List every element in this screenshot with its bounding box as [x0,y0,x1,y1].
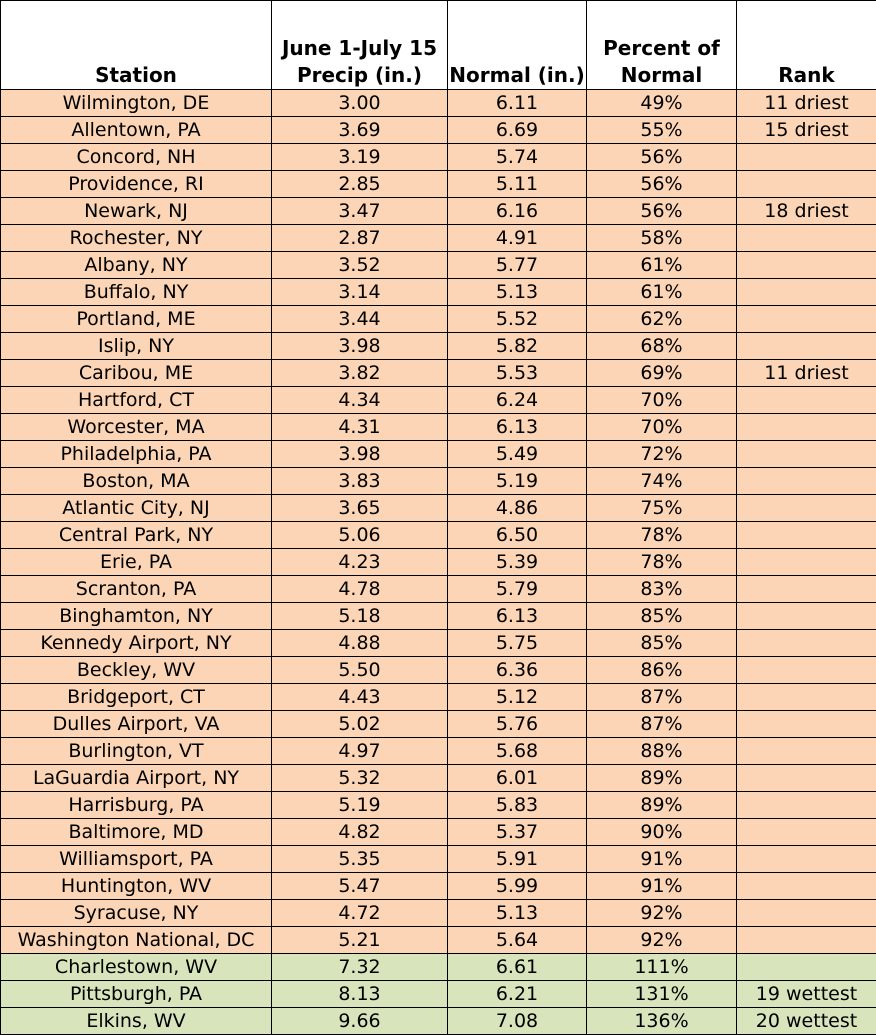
table-row [1,1008,876,1035]
table-row [1,603,876,630]
cell-precip: 5.19 [272,792,448,819]
cell-normal: 5.13 [448,279,587,306]
cell-precip: 3.65 [272,495,448,522]
cell-normal: 4.86 [448,495,587,522]
cell-rank: 18 driest [737,198,876,225]
cell-percent: 49% [587,90,737,117]
cell-precip: 4.82 [272,819,448,846]
cell-precip: 4.43 [272,684,448,711]
cell-normal: 5.74 [448,144,587,171]
cell-station: Buffalo, NY [1,279,272,306]
cell-station: Charlestown, WV [1,954,272,981]
cell-precip: 3.00 [272,90,448,117]
cell-rank [737,873,876,900]
cell-station: Pittsburgh, PA [1,981,272,1008]
table-row [1,792,876,819]
cell-precip: 4.23 [272,549,448,576]
table-row [1,225,876,252]
cell-normal: 5.39 [448,549,587,576]
cell-normal: 6.36 [448,657,587,684]
header-rank [737,1,876,90]
cell-station: Albany, NY [1,252,272,279]
cell-station: Beckley, WV [1,657,272,684]
cell-station: Binghamton, NY [1,603,272,630]
cell-normal: 4.91 [448,225,587,252]
cell-normal: 5.12 [448,684,587,711]
table-row [1,360,876,387]
cell-normal: 6.13 [448,603,587,630]
cell-normal: 6.11 [448,90,587,117]
cell-precip: 4.31 [272,414,448,441]
cell-station: Philadelphia, PA [1,441,272,468]
cell-station: Portland, ME [1,306,272,333]
cell-normal: 5.77 [448,252,587,279]
table-row [1,468,876,495]
cell-percent: 90% [587,819,737,846]
cell-rank [737,684,876,711]
cell-station: Dulles Airport, VA [1,711,272,738]
cell-precip: 5.18 [272,603,448,630]
table-row [1,387,876,414]
table-row [1,954,876,981]
cell-station: Worcester, MA [1,414,272,441]
cell-percent: 61% [587,252,737,279]
cell-station: Washington National, DC [1,927,272,954]
header-percent-line1: Percent of [603,36,720,60]
table-row [1,198,876,225]
cell-percent: 56% [587,144,737,171]
table-row [1,738,876,765]
cell-percent: 70% [587,387,737,414]
cell-percent: 70% [587,414,737,441]
header-percent [587,1,737,90]
cell-normal: 6.21 [448,981,587,1008]
cell-rank [737,954,876,981]
cell-station: Newark, NJ [1,198,272,225]
header-row [1,1,876,90]
table-row [1,981,876,1008]
cell-precip: 4.72 [272,900,448,927]
cell-percent: 89% [587,792,737,819]
cell-normal: 5.49 [448,441,587,468]
table-row [1,279,876,306]
cell-normal: 5.53 [448,360,587,387]
cell-precip: 3.82 [272,360,448,387]
cell-precip: 4.97 [272,738,448,765]
cell-station: Williamsport, PA [1,846,272,873]
table-row [1,549,876,576]
cell-rank [737,711,876,738]
cell-rank [737,441,876,468]
cell-percent: 91% [587,873,737,900]
cell-station: Scranton, PA [1,576,272,603]
cell-rank [737,144,876,171]
cell-rank [737,630,876,657]
cell-station: Wilmington, DE [1,90,272,117]
cell-percent: 92% [587,900,737,927]
cell-rank: 11 driest [737,360,876,387]
table-body [1,90,876,1035]
cell-percent: 75% [587,495,737,522]
cell-normal: 5.37 [448,819,587,846]
table-row [1,819,876,846]
cell-station: Central Park, NY [1,522,272,549]
cell-rank [737,414,876,441]
cell-percent: 55% [587,117,737,144]
cell-rank [737,819,876,846]
cell-precip: 7.32 [272,954,448,981]
table-row [1,495,876,522]
cell-precip: 4.78 [272,576,448,603]
cell-normal: 5.91 [448,846,587,873]
cell-station: Kennedy Airport, NY [1,630,272,657]
cell-precip: 4.34 [272,387,448,414]
cell-normal: 5.19 [448,468,587,495]
cell-station: Hartford, CT [1,387,272,414]
table-row [1,414,876,441]
table-row [1,900,876,927]
cell-station: Syracuse, NY [1,900,272,927]
table-row [1,117,876,144]
cell-rank [737,279,876,306]
cell-percent: 85% [587,603,737,630]
cell-percent: 78% [587,522,737,549]
table-row [1,333,876,360]
cell-station: Concord, NH [1,144,272,171]
cell-percent: 87% [587,711,737,738]
cell-station: Allentown, PA [1,117,272,144]
cell-rank [737,225,876,252]
table-row [1,522,876,549]
header-precip-line1: June 1-July 15 [281,36,438,60]
cell-rank: 11 driest [737,90,876,117]
cell-normal: 5.75 [448,630,587,657]
cell-normal: 5.64 [448,927,587,954]
cell-percent: 136% [587,1008,737,1035]
cell-percent: 78% [587,549,737,576]
cell-rank [737,657,876,684]
cell-percent: 86% [587,657,737,684]
cell-percent: 88% [587,738,737,765]
table-row [1,684,876,711]
cell-rank [737,792,876,819]
cell-normal: 6.61 [448,954,587,981]
cell-precip: 2.85 [272,171,448,198]
cell-rank [737,738,876,765]
cell-rank: 19 wettest [737,981,876,1008]
cell-rank [737,846,876,873]
cell-precip: 3.14 [272,279,448,306]
cell-rank [737,171,876,198]
cell-percent: 62% [587,306,737,333]
cell-percent: 74% [587,468,737,495]
cell-rank [737,927,876,954]
cell-precip: 9.66 [272,1008,448,1035]
table-row [1,90,876,117]
cell-rank [737,252,876,279]
table-row [1,252,876,279]
cell-station: Bridgeport, CT [1,684,272,711]
header-rank-label: Rank [778,63,835,87]
cell-precip: 3.52 [272,252,448,279]
cell-percent: 68% [587,333,737,360]
cell-percent: 131% [587,981,737,1008]
cell-precip: 8.13 [272,981,448,1008]
cell-rank [737,387,876,414]
cell-percent: 69% [587,360,737,387]
cell-rank [737,495,876,522]
cell-station: Caribou, ME [1,360,272,387]
cell-percent: 85% [587,630,737,657]
cell-normal: 5.99 [448,873,587,900]
cell-rank [737,333,876,360]
cell-normal: 6.16 [448,198,587,225]
table-row [1,441,876,468]
table-row [1,927,876,954]
cell-precip: 3.69 [272,117,448,144]
cell-normal: 6.24 [448,387,587,414]
cell-station: Elkins, WV [1,1008,272,1035]
cell-precip: 3.44 [272,306,448,333]
cell-station: Huntington, WV [1,873,272,900]
cell-rank [737,522,876,549]
header-normal [448,1,587,90]
cell-station: Atlantic City, NJ [1,495,272,522]
cell-rank [737,306,876,333]
cell-station: Islip, NY [1,333,272,360]
cell-rank [737,603,876,630]
table-row [1,630,876,657]
cell-normal: 5.83 [448,792,587,819]
cell-normal: 5.76 [448,711,587,738]
cell-rank [737,549,876,576]
table-row [1,171,876,198]
cell-rank [737,468,876,495]
cell-station: Burlington, VT [1,738,272,765]
header-precip [272,1,448,90]
cell-percent: 72% [587,441,737,468]
cell-normal: 7.08 [448,1008,587,1035]
table-row [1,711,876,738]
cell-normal: 6.01 [448,765,587,792]
cell-percent: 83% [587,576,737,603]
cell-normal: 6.50 [448,522,587,549]
cell-station: Erie, PA [1,549,272,576]
cell-normal: 6.69 [448,117,587,144]
cell-normal: 6.13 [448,414,587,441]
table-row [1,873,876,900]
cell-station: Baltimore, MD [1,819,272,846]
cell-precip: 4.88 [272,630,448,657]
cell-precip: 5.50 [272,657,448,684]
cell-precip: 3.19 [272,144,448,171]
cell-rank [737,900,876,927]
cell-rank: 15 driest [737,117,876,144]
cell-precip: 3.98 [272,333,448,360]
table-row [1,657,876,684]
cell-percent: 58% [587,225,737,252]
header-normal-label: Normal (in.) [449,63,585,87]
cell-station: Providence, RI [1,171,272,198]
table-row [1,846,876,873]
cell-normal: 5.79 [448,576,587,603]
cell-percent: 61% [587,279,737,306]
table-row [1,576,876,603]
cell-precip: 5.06 [272,522,448,549]
cell-percent: 92% [587,927,737,954]
cell-rank [737,765,876,792]
cell-rank [737,576,876,603]
cell-station: Boston, MA [1,468,272,495]
table-row [1,144,876,171]
header-station-label: Station [95,63,177,87]
cell-station: Harrisburg, PA [1,792,272,819]
cell-precip: 5.02 [272,711,448,738]
cell-percent: 56% [587,198,737,225]
cell-precip: 5.32 [272,765,448,792]
cell-rank: 20 wettest [737,1008,876,1035]
cell-precip: 3.47 [272,198,448,225]
cell-percent: 89% [587,765,737,792]
cell-precip: 5.35 [272,846,448,873]
table-row [1,765,876,792]
cell-percent: 87% [587,684,737,711]
cell-normal: 5.52 [448,306,587,333]
cell-normal: 5.82 [448,333,587,360]
cell-precip: 2.87 [272,225,448,252]
cell-normal: 5.13 [448,900,587,927]
cell-precip: 5.47 [272,873,448,900]
cell-precip: 5.21 [272,927,448,954]
cell-precip: 3.98 [272,441,448,468]
cell-normal: 5.11 [448,171,587,198]
cell-percent: 56% [587,171,737,198]
cell-percent: 91% [587,846,737,873]
header-precip-line2: Precip (in.) [296,63,423,87]
table-row [1,306,876,333]
cell-station: LaGuardia Airport, NY [1,765,272,792]
cell-station: Rochester, NY [1,225,272,252]
cell-normal: 5.68 [448,738,587,765]
header-station [1,1,272,90]
cell-percent: 111% [587,954,737,981]
header-percent-line2: Normal [620,63,703,87]
cell-precip: 3.83 [272,468,448,495]
